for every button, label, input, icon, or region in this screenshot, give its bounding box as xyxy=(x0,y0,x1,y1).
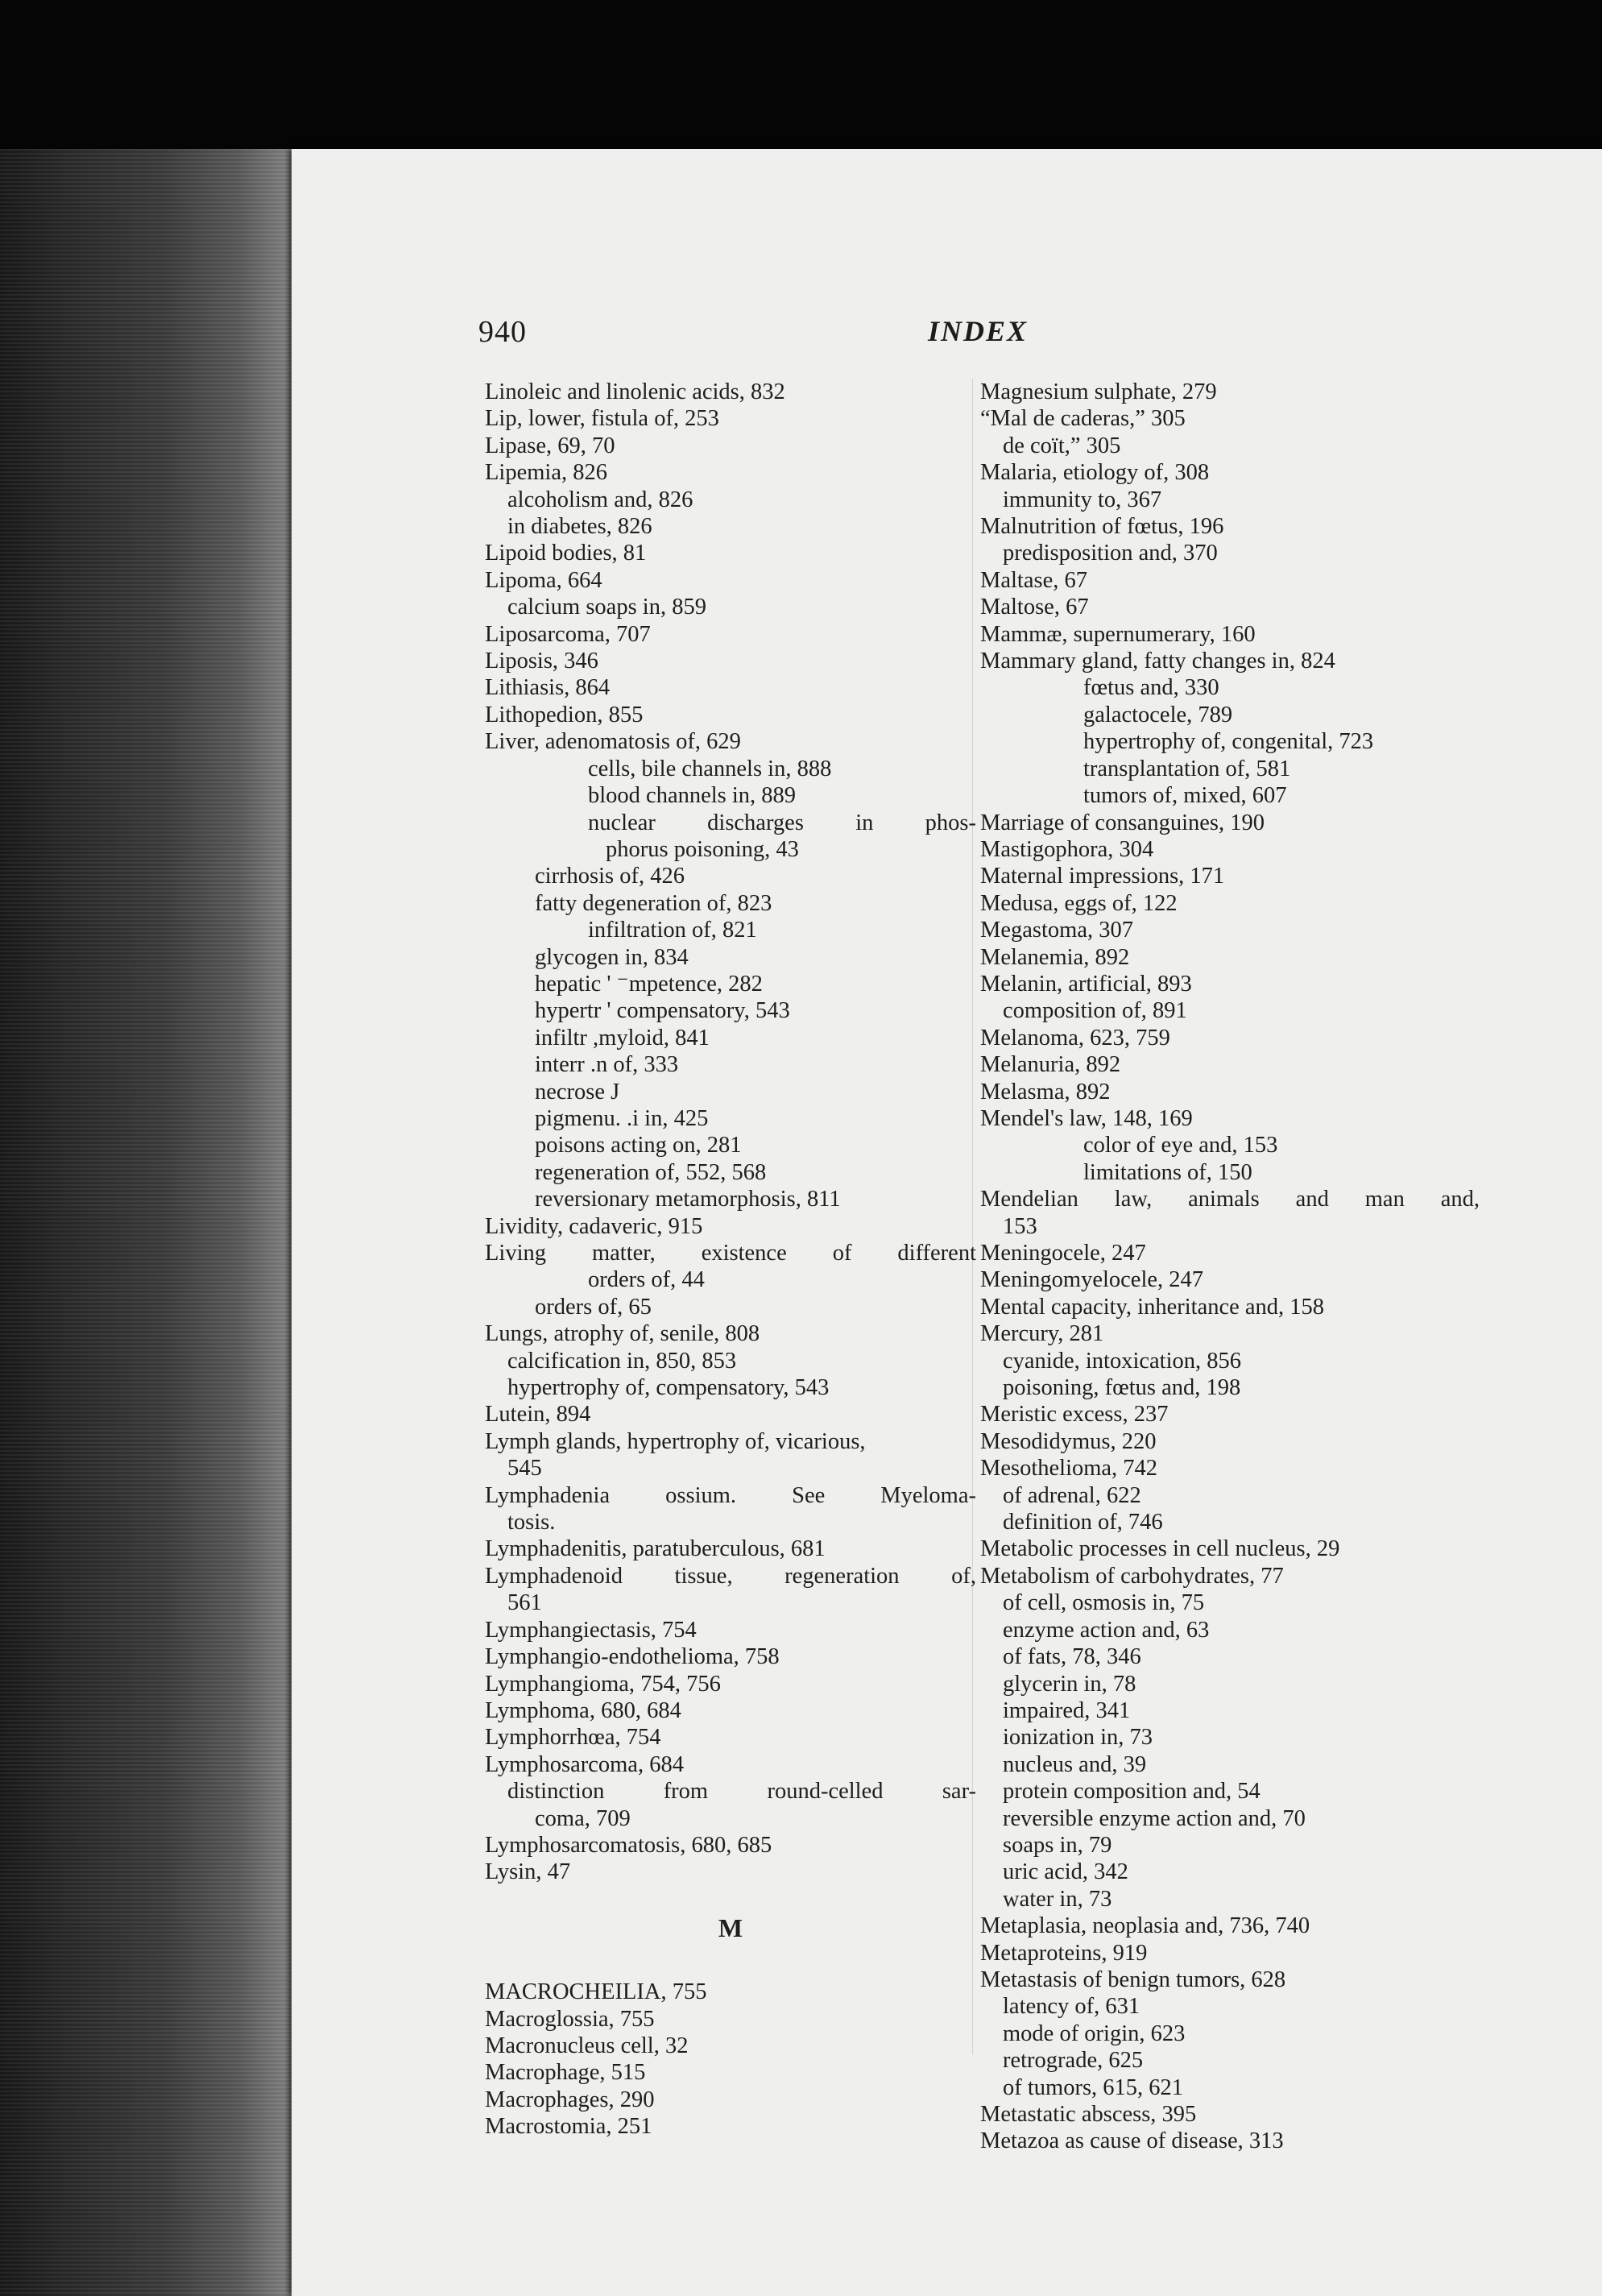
index-entry: Metastatic abscess, 395 xyxy=(980,2102,1197,2127)
index-entry: Lithiasis, 864 xyxy=(485,675,611,701)
index-entry: poisons acting on, 281 xyxy=(535,1133,742,1158)
index-entry: Metaplasia, neoplasia and, 736, 740 xyxy=(980,1913,1310,1939)
index-entry: nucleus and, 39 xyxy=(1003,1751,1147,1777)
index-entry: Liposarcoma, 707 xyxy=(485,621,651,647)
index-entry: Mastigophora, 304 xyxy=(980,836,1154,862)
index-entry: 545 xyxy=(507,1456,542,1482)
index-entry: nuclear discharges in phos- xyxy=(588,810,976,835)
index-entry: Meningomyelocele, 247 xyxy=(980,1267,1204,1293)
index-entry: Mammæ, supernumerary, 160 xyxy=(980,621,1256,647)
index-entry: hypertrophy of, congenital, 723 xyxy=(1083,729,1374,755)
index-entry: Maltase, 67 xyxy=(980,567,1087,593)
index-entry: hypertrophy of, compensatory, 543 xyxy=(507,1375,830,1401)
index-entry: protein composition and, 54 xyxy=(1003,1779,1260,1805)
index-entry: pigmenu. .i in, 425 xyxy=(535,1105,709,1131)
index-entry: coma, 709 xyxy=(535,1805,631,1831)
index-column-left xyxy=(485,379,976,2141)
index-entry: calcification in, 850, 853 xyxy=(507,1348,737,1374)
index-entry: Lipoid bodies, 81 xyxy=(485,541,647,566)
index-entry: Lymphorrhœa, 754 xyxy=(485,1725,661,1751)
index-entry: Macrostomia, 251 xyxy=(485,2114,652,2140)
index-entry: ionization in, 73 xyxy=(1003,1725,1153,1751)
index-entry: Lymphangioma, 754, 756 xyxy=(485,1671,721,1697)
index-entry: Linoleic and linolenic acids, 832 xyxy=(485,379,785,404)
index-entry: Mesothelioma, 742 xyxy=(980,1456,1158,1482)
index-entry: alcoholism and, 826 xyxy=(507,487,693,512)
index-entry: de coït,” 305 xyxy=(1003,433,1121,458)
index-entry: Lymphosarcomatosis, 680, 685 xyxy=(485,1832,772,1858)
index-entry: Metastasis of benign tumors, 628 xyxy=(980,1967,1286,1992)
index-entry: blood channels in, 889 xyxy=(588,783,797,809)
index-entry: in diabetes, 826 xyxy=(507,514,652,540)
index-entry: Lymphadenia ossium. See Myeloma- xyxy=(485,1482,976,1508)
index-entry: Magnesium sulphate, 279 xyxy=(980,379,1217,404)
index-entry: composition of, 891 xyxy=(1003,998,1187,1024)
index-entry: Maltose, 67 xyxy=(980,595,1089,620)
index-entry: of cell, osmosis in, 75 xyxy=(1003,1590,1205,1616)
index-entry: Lipase, 69, 70 xyxy=(485,433,615,458)
index-entry: color of eye and, 153 xyxy=(1083,1133,1278,1158)
index-entry: Lymphadenitis, paratuberculous, 681 xyxy=(485,1536,826,1562)
index-entry: glycogen in, 834 xyxy=(535,944,689,970)
index-entry: galactocele, 789 xyxy=(1083,702,1233,727)
index-entry: infiltration of, 821 xyxy=(588,918,757,943)
index-entry: necrose J xyxy=(535,1079,620,1104)
index-entry: Melasma, 892 xyxy=(980,1079,1111,1104)
index-column-right xyxy=(980,379,1480,2155)
index-entry: definition of, 746 xyxy=(1003,1510,1163,1536)
index-entry: Lithopedion, 855 xyxy=(485,702,644,727)
index-entry: of tumors, 615, 621 xyxy=(1003,2074,1184,2100)
index-entry: Medusa, eggs of, 122 xyxy=(980,890,1178,916)
index-entry: infiltr ,myloid, 841 xyxy=(535,1025,710,1051)
index-entry: Mendelian law, animals and man and, xyxy=(980,1187,1480,1212)
index-entry: Malaria, etiology of, 308 xyxy=(980,460,1210,486)
index-entry: Meningocele, 247 xyxy=(980,1241,1146,1266)
index-entry: Melanemia, 892 xyxy=(980,944,1130,970)
index-entry: hepatic ' ⁻mpetence, 282 xyxy=(535,971,763,997)
index-entry: distinction from round-celled sar- xyxy=(507,1779,976,1805)
index-entry: tumors of, mixed, 607 xyxy=(1083,783,1287,809)
index-entry: phorus poisoning, 43 xyxy=(606,836,799,862)
index-entry: Melanuria, 892 xyxy=(980,1052,1121,1078)
index-entry: Metaproteins, 919 xyxy=(980,1940,1148,1966)
index-entry: Macronucleus cell, 32 xyxy=(485,2033,689,2058)
page-header xyxy=(292,314,1602,363)
index-entry: Melanin, artificial, 893 xyxy=(980,971,1192,997)
index-entry: cells, bile channels in, 888 xyxy=(588,756,832,781)
index-entry: Lymphoma, 680, 684 xyxy=(485,1697,681,1723)
index-entry: reversible enzyme action and, 70 xyxy=(1003,1805,1306,1831)
index-entry: 153 xyxy=(1003,1213,1037,1239)
index-entry: tosis. xyxy=(507,1510,556,1536)
index-entry: Meristic excess, 237 xyxy=(980,1402,1169,1428)
index-entry: glycerin in, 78 xyxy=(1003,1671,1136,1697)
index-entry: transplantation of, 581 xyxy=(1083,756,1291,781)
book-spine-edge xyxy=(0,149,298,2296)
index-entry: 561 xyxy=(507,1590,542,1616)
index-entry: MACROCHEILIA, 755 xyxy=(485,1979,707,2005)
index-entry: impaired, 341 xyxy=(1003,1697,1131,1723)
section-letter: M xyxy=(718,1913,743,1942)
index-entry: Lipemia, 826 xyxy=(485,460,607,486)
index-entry: Lipoma, 664 xyxy=(485,567,602,593)
index-entry: predisposition and, 370 xyxy=(1003,541,1218,566)
index-entry: of fats, 78, 346 xyxy=(1003,1644,1141,1670)
index-entry: Lymphangio-endothelioma, 758 xyxy=(485,1644,780,1670)
index-entry: Mammary gland, fatty changes in, 824 xyxy=(980,649,1335,674)
index-entry: Lymph glands, hypertrophy of, vicarious, xyxy=(485,1428,866,1454)
index-entry: Liposis, 346 xyxy=(485,649,598,674)
index-entry: latency of, 631 xyxy=(1003,1994,1140,2020)
index-entry: Lividity, cadaveric, 915 xyxy=(485,1213,703,1239)
index-entry: Mental capacity, inheritance and, 158 xyxy=(980,1294,1325,1320)
index-entry: hypertr ' compensatory, 543 xyxy=(535,998,790,1024)
index-entry: Mendel's law, 148, 169 xyxy=(980,1105,1193,1131)
index-entry: calcium soaps in, 859 xyxy=(507,595,706,620)
index-entry: poisoning, fœtus and, 198 xyxy=(1003,1375,1241,1401)
index-entry: soaps in, 79 xyxy=(1003,1832,1112,1858)
index-entry: Mesodidymus, 220 xyxy=(980,1428,1157,1454)
index-entry: Lungs, atrophy of, senile, 808 xyxy=(485,1321,760,1347)
index-entry: Maternal impressions, 171 xyxy=(980,864,1225,889)
index-entry: Liver, adenomatosis of, 629 xyxy=(485,729,741,755)
index-entry: Metabolism of carbohydrates, 77 xyxy=(980,1563,1284,1589)
index-entry: uric acid, 342 xyxy=(1003,1859,1128,1885)
index-entry: reversionary metamorphosis, 811 xyxy=(535,1187,841,1212)
index-entry: Megastoma, 307 xyxy=(980,918,1133,943)
index-entry: orders of, 65 xyxy=(535,1294,652,1320)
index-entry: Lymphadenoid tissue, regeneration of, xyxy=(485,1563,976,1589)
book-page xyxy=(292,149,1602,2296)
index-entry: orders of, 44 xyxy=(588,1267,705,1293)
index-entry: fatty degeneration of, 823 xyxy=(535,890,772,916)
index-entry: immunity to, 367 xyxy=(1003,487,1162,512)
index-entry: retrograde, 625 xyxy=(1003,2048,1144,2074)
index-entry: Lymphosarcoma, 684 xyxy=(485,1751,684,1777)
index-entry: Living matter, existence of different xyxy=(485,1241,976,1266)
index-entry: interr .n of, 333 xyxy=(535,1052,679,1078)
index-entry: limitations of, 150 xyxy=(1083,1159,1252,1185)
index-entry: Macrophages, 290 xyxy=(485,2087,655,2112)
index-entry: Lutein, 894 xyxy=(485,1402,591,1428)
index-entry: Macrophage, 515 xyxy=(485,2060,646,2086)
index-entries-l xyxy=(485,379,976,1886)
index-entries-m xyxy=(485,1979,976,2140)
index-entry: cyanide, intoxication, 856 xyxy=(1003,1348,1242,1374)
index-entry: Lymphangiectasis, 754 xyxy=(485,1617,697,1643)
page-number: 940 xyxy=(478,315,527,349)
index-entry: Mercury, 281 xyxy=(980,1321,1104,1347)
index-entry: Lip, lower, fistula of, 253 xyxy=(485,406,719,432)
index-entry: enzyme action and, 63 xyxy=(1003,1617,1210,1643)
index-entry: mode of origin, 623 xyxy=(1003,2020,1186,2046)
index-entry: Melanoma, 623, 759 xyxy=(980,1025,1170,1051)
index-entry: Lysin, 47 xyxy=(485,1859,571,1885)
index-entry: water in, 73 xyxy=(1003,1886,1112,1912)
index-entry: cirrhosis of, 426 xyxy=(535,864,685,889)
index-entry: Malnutrition of fœtus, 196 xyxy=(980,514,1224,540)
index-entry: Marriage of consanguines, 190 xyxy=(980,810,1265,835)
index-entry: “Mal de caderas,” 305 xyxy=(980,406,1186,432)
running-head: INDEX xyxy=(928,315,1029,347)
index-entry: Metabolic processes in cell nucleus, 29 xyxy=(980,1536,1340,1562)
index-entry: fœtus and, 330 xyxy=(1083,675,1219,701)
index-entry: of adrenal, 622 xyxy=(1003,1482,1141,1508)
index-entry: Metazoa as cause of disease, 313 xyxy=(980,2128,1284,2154)
index-entry: regeneration of, 552, 568 xyxy=(535,1159,767,1185)
index-entry: Macroglossia, 755 xyxy=(485,2006,655,2032)
